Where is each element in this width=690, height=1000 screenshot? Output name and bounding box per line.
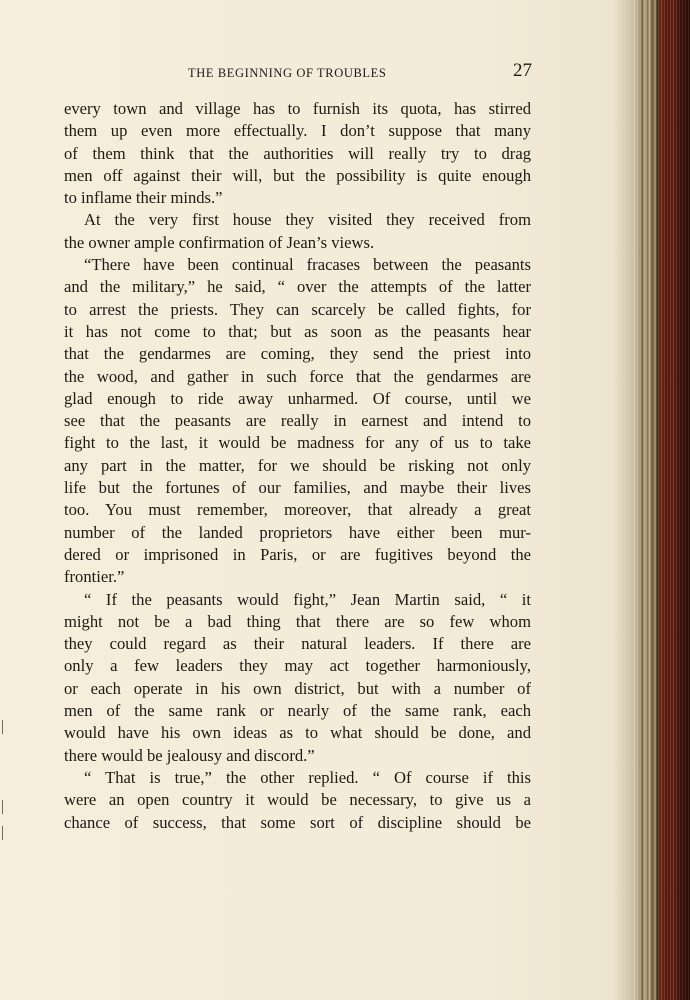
text-line: every town and village has to furnish its quota, has stirred: [64, 99, 531, 118]
margin-mark: [2, 720, 3, 734]
text-line: it has not come to that; but as soon as the peasants hear: [64, 321, 531, 341]
text-line: dered or imprisoned in Paris, or are fugitives beyond the: [64, 544, 531, 564]
text-line: might not be a bad thing that there are so few whom: [64, 611, 531, 631]
page-header: [64, 62, 534, 86]
text-line: see that the peasants are really in earnest and intend to: [64, 411, 531, 431]
text-line: the owner ample confirmation of Jean’s views.: [64, 232, 375, 252]
text-line: chance of success, that some sort of discipline should be: [64, 812, 531, 832]
text-line: only a few leaders they may act together harmoniously,: [64, 656, 531, 676]
text-line: “There have been continual fracases between the peasants: [84, 255, 531, 275]
margin-mark: [2, 800, 3, 814]
text-line: the wood, and gather in such force that the gendarmes are: [64, 366, 531, 386]
text-line: any part in the matter, for we should be risking not only: [64, 455, 531, 475]
body-text: [64, 98, 531, 834]
text-line: men off against their will, but the possibility is quite enough: [64, 165, 531, 185]
text-line: to inflame their minds.”: [64, 188, 223, 208]
text-line: “ That is true,” the other replied. “ Of course if this: [84, 767, 531, 787]
text-line: “ If the peasants would fight,” Jean Martin said, “ it: [84, 589, 531, 609]
text-line: would have his own ideas as to what should be done, and: [64, 723, 531, 743]
text-line: there would be jealousy and discord.”: [64, 745, 315, 765]
running-head: THE BEGINNING OF TROUBLES: [188, 66, 387, 80]
text-line: men of the same rank or nearly of the same rank, each: [64, 701, 531, 721]
text-line: to arrest the priests. They can scarcely be called fights, for: [64, 299, 531, 319]
text-line: or each operate in his own district, but with a number of: [64, 678, 531, 698]
page-edge-shadow: [614, 0, 634, 1000]
text-line: number of the landed proprietors have either been mur-: [64, 522, 531, 542]
text-line: were an open country it would be necessary, to give us a: [64, 790, 531, 810]
text-line: At the very first house they visited they received from: [84, 210, 531, 230]
text-line: them up even more effectually. I don’t suppose that many: [64, 121, 531, 141]
text-line: glad enough to ride away unharmed. Of course, until we: [64, 388, 531, 408]
text-line: too. You must remember, moreover, that already a great: [64, 500, 531, 520]
text-line: of them think that the authorities will really try to drag: [64, 143, 531, 163]
margin-mark: [2, 826, 3, 840]
text-line: that the gendarmes are coming, they send the priest into: [64, 344, 531, 364]
text-line: fight to the last, it would be madness for any of us to take: [64, 433, 531, 453]
text-line: they could regard as their natural leaders. If there are: [64, 634, 531, 654]
page-number: 27: [513, 60, 532, 81]
text-line: and the military,” he said, “ over the attempts of the latter: [64, 277, 531, 297]
text-line: frontier.”: [64, 567, 125, 587]
text-line: life but the fortunes of our families, and maybe their lives: [64, 478, 531, 498]
book-spine-texture: [634, 0, 690, 1000]
